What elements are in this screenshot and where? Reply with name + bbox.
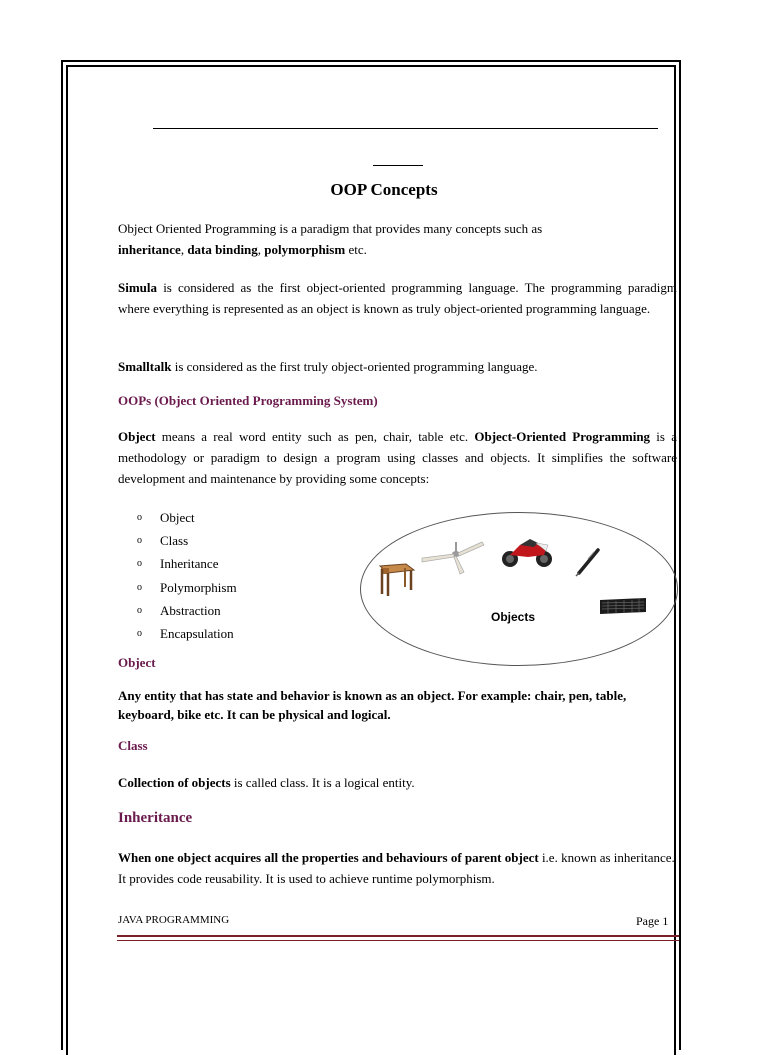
motorbike-icon xyxy=(500,537,554,569)
intro-tail: etc. xyxy=(345,242,367,257)
pen-icon xyxy=(574,547,602,577)
footer-course-title: JAVA PROGRAMMING xyxy=(118,914,230,926)
footer-rule-thick xyxy=(117,935,679,937)
separator: , xyxy=(180,242,188,257)
object-heading: Object xyxy=(118,655,156,670)
inheritance-definition xyxy=(118,847,677,889)
class-definition xyxy=(118,772,677,793)
table-icon xyxy=(376,556,416,596)
footer-page-number: Page 1 xyxy=(636,914,669,928)
list-item-label: Inheritance xyxy=(160,556,219,572)
simula-paragraph xyxy=(118,277,677,319)
bullet-marker: o xyxy=(137,512,142,524)
smalltalk-term: Smalltalk xyxy=(118,359,172,374)
list-item xyxy=(137,506,237,529)
objects-label: Objects xyxy=(491,610,536,624)
simula-text: is considered as the first object-oriented programming language. The programming paradigm where everything is represented as an object is known as truly object-oriented programming language. xyxy=(118,280,677,316)
oops-heading: OOPs (Object Oriented Programming System) xyxy=(118,393,378,408)
intro-paragraph xyxy=(118,218,677,260)
header-rule xyxy=(153,128,658,129)
object-definition: Any entity that has state and behavior is known as an object. For example: chair, pen, table, keyboard, bike etc. It can be physical and logical. xyxy=(118,688,627,722)
bullet-marker: o xyxy=(137,628,142,640)
list-item xyxy=(137,622,237,645)
class-heading: Class xyxy=(118,738,148,753)
list-item xyxy=(137,599,237,622)
inheritance-term: When one object acquires all the properties and behaviours of parent object xyxy=(118,850,539,865)
bullet-marker: o xyxy=(137,558,142,570)
object-paragraph xyxy=(118,426,677,489)
smalltalk-text: is considered as the first truly object-oriented programming language. xyxy=(171,359,538,374)
oop-term: Object-Oriented Programming xyxy=(474,429,651,444)
term-polymorphism: polymorphism xyxy=(264,242,346,257)
bullet-marker: o xyxy=(137,604,142,616)
class-term: Collection of objects xyxy=(118,775,231,790)
list-item-label: Object xyxy=(160,510,195,526)
inheritance-text: i.e. known as inheritance. It provides code reusability. It is used to achieve runtime polymorphism. xyxy=(118,850,675,886)
keyboard-icon xyxy=(598,597,648,615)
inheritance-heading: Inheritance xyxy=(118,810,193,826)
intro-line1: Object Oriented Programming is a paradigm that provides many concepts such as xyxy=(118,221,543,236)
term-data-binding: data binding xyxy=(187,242,258,257)
object-text-2: is a methodology or paradigm to design a program using classes and objects. It simplifies the software development and maintenance by providing some concepts: xyxy=(118,429,677,486)
separator: , xyxy=(257,242,265,257)
concepts-list xyxy=(137,506,237,645)
page-title: OOP Concepts xyxy=(330,180,438,199)
class-text: is called class. It is a logical entity. xyxy=(230,775,415,790)
list-item-label: Encapsulation xyxy=(160,626,234,642)
simula-term: Simula xyxy=(118,280,158,295)
footer-rule-thin xyxy=(117,940,679,941)
bullet-marker: o xyxy=(137,535,142,547)
object-term: Object xyxy=(118,429,156,444)
list-item xyxy=(137,576,237,599)
list-item-label: Class xyxy=(160,533,189,549)
list-item xyxy=(137,529,237,552)
list-item xyxy=(137,552,237,575)
list-item-label: Abstraction xyxy=(160,602,221,618)
bullet-marker: o xyxy=(137,581,142,593)
term-inheritance: inheritance xyxy=(118,242,181,257)
smalltalk-paragraph xyxy=(118,356,677,377)
list-item-label: Polymorphism xyxy=(160,579,237,595)
title-underline xyxy=(373,165,423,166)
ceiling-fan-icon xyxy=(420,538,486,576)
object-text: means a real word entity such as pen, chair, table etc. xyxy=(155,429,475,444)
